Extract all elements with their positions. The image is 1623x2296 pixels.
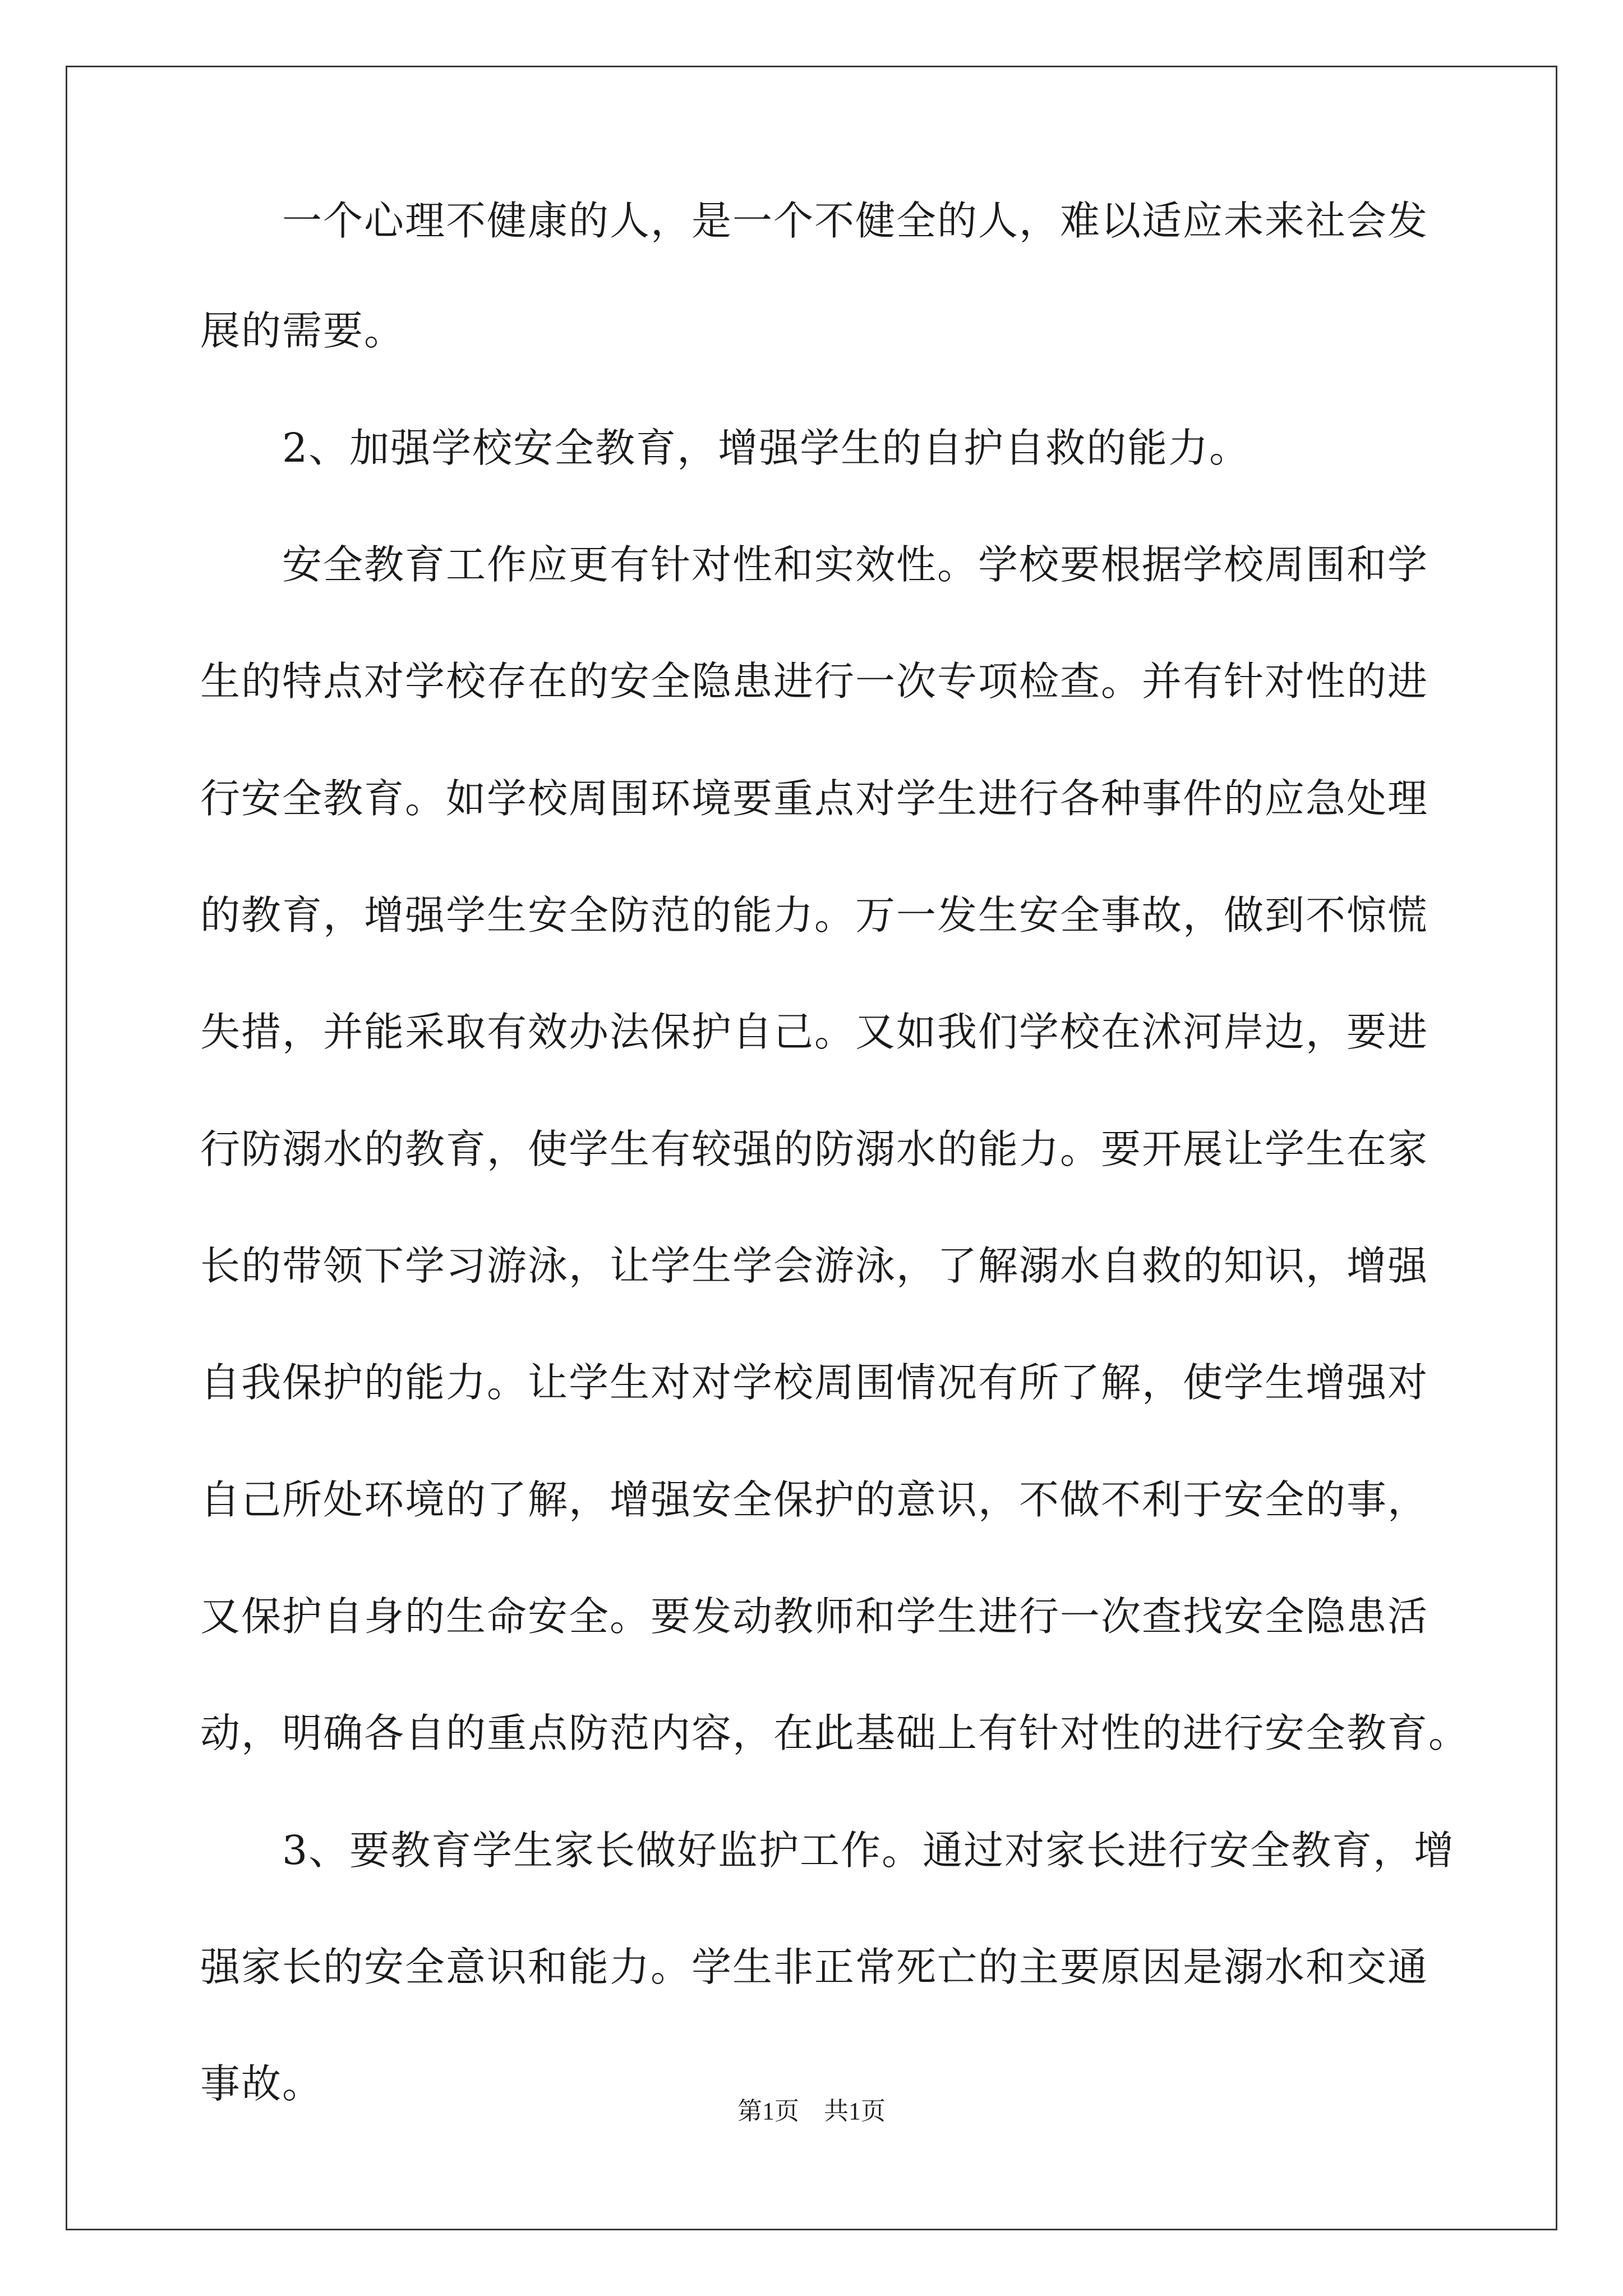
page-number: 第1页 共1页 — [737, 2097, 886, 2125]
page-footer — [0, 2091, 1623, 2127]
text-line: 自己所处环境的了解，增强安全保护的意识，不做不利于安全的事， — [200, 1476, 1429, 1523]
text-line: 失措，并能采取有效办法保护自己。又如我们学校在沭河岸边，要进 — [200, 1009, 1429, 1055]
text-line: 2、加强学校安全教育，增强学生的自护自救的能力。 — [200, 425, 1251, 471]
document-body — [200, 197, 1470, 2107]
text-line: 3、要教育学生家长做好监护工作。通过对家长进行安全教育，增 — [200, 1827, 1455, 1874]
text-line: 展的需要。 — [200, 307, 405, 354]
text-line: 动，明确各自的重点防范内容，在此基础上有针对性的进行安全教育。 — [200, 1710, 1470, 1756]
text-line: 一个心理不健康的人，是一个不健全的人，难以适应未来社会发 — [200, 197, 1429, 244]
text-line: 长的带领下学习游泳，让学生学会游泳，了解溺水自救的知识，增强 — [200, 1243, 1429, 1289]
text-line: 生的特点对学校存在的安全隐患进行一次专项检查。并有针对性的进 — [200, 658, 1429, 705]
text-line: 行防溺水的教育，使学生有较强的防溺水的能力。要开展让学生在家 — [200, 1126, 1429, 1172]
text-line: 强家长的安全意识和能力。学生非正常死亡的主要原因是溺水和交通 — [200, 1944, 1429, 1990]
text-line: 的教育，增强学生安全防范的能力。万一发生安全事故，做到不惊慌 — [200, 892, 1429, 938]
text-line: 安全教育工作应更有针对性和实效性。学校要根据学校周围和学 — [200, 541, 1429, 588]
text-line: 行安全教育。如学校周围环境要重点对学生进行各种事件的应急处理 — [200, 775, 1429, 822]
text-line: 自我保护的能力。让学生对对学校周围情况有所了解，使学生增强对 — [200, 1359, 1429, 1406]
text-line: 又保护自身的生命安全。要发动教师和学生进行一次查找安全隐患活 — [200, 1593, 1429, 1640]
text-line: 事故。 — [200, 2060, 324, 2107]
